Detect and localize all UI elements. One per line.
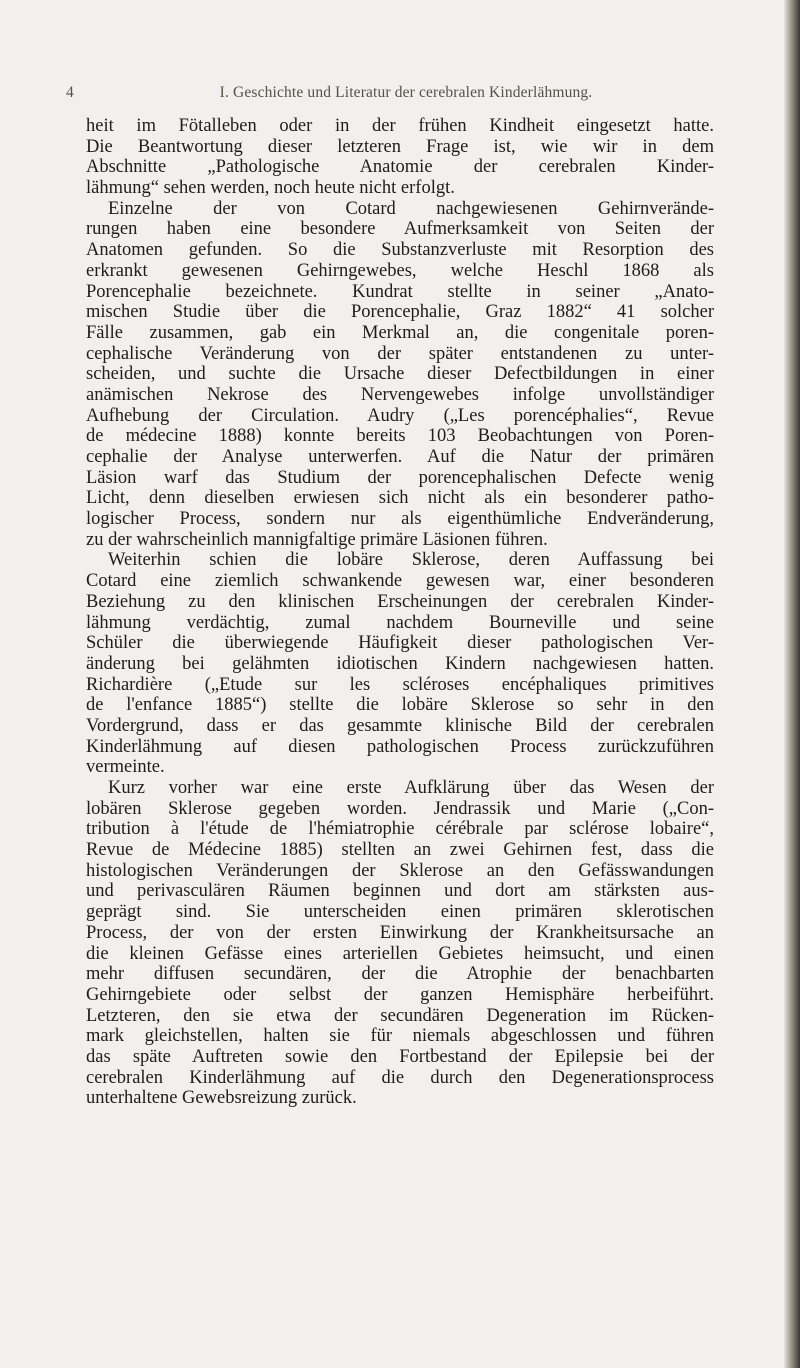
text-line: Vordergrund, dass er das gesammte klinische Bild der cerebralen bbox=[86, 715, 714, 736]
text-line: Abschnitte „Pathologische Anatomie der cerebralen Kinder- bbox=[86, 157, 714, 178]
text-line: heit im Fötalleben oder in der frühen Kindheit eingesetzt hatte. bbox=[86, 116, 714, 136]
text-line: die kleinen Gefässe eines arteriellen Gebietes heimsucht, und einen bbox=[86, 943, 714, 964]
text-line: histologischen Veränderungen der Sklerose an den Gefässwandungen bbox=[86, 860, 714, 881]
text-line: Fälle zusammen, gab ein Merkmal an, die congenitale poren- bbox=[86, 322, 714, 343]
page-number: 4 bbox=[66, 84, 74, 101]
text-line: lobären Sklerose gegeben worden. Jendrassik und Marie („Con- bbox=[86, 798, 714, 819]
text-line: Licht, denn dieselben erwiesen sich nicht als ein besonderer patho- bbox=[86, 488, 714, 509]
text-line: Porencephalie bezeichnete. Kundrat stellte in seiner „Anato- bbox=[86, 281, 714, 302]
running-title: I. Geschichte und Literatur der cerebralen Kinderlähmung. bbox=[219, 84, 593, 101]
text-line: Richardière („Etude sur les scléroses encéphaliques primitives bbox=[86, 674, 714, 695]
text-line: Gehirngebiete oder selbst der ganzen Hemisphäre herbeiführt. bbox=[86, 984, 714, 1005]
text-line: de l'enfance 1885“) stellte die lobäre Sklerose so sehr in den bbox=[86, 695, 714, 716]
text-line: das späte Auftreten sowie den Fortbestand der Epilepsie bei der bbox=[86, 1046, 714, 1067]
text-line: Schüler die überwiegende Häufigkeit dieser pathologischen Ver- bbox=[86, 633, 714, 654]
text-line: anämischen Nekrose des Nervengewebes infolge unvollständiger bbox=[86, 384, 714, 405]
text-line: vermeinte. bbox=[86, 757, 165, 778]
text-line: cephalische Veränderung von der später entstandenen zu unter- bbox=[86, 343, 714, 364]
text-line: logischer Process, sondern nur als eigenthümliche Endveränderung, bbox=[86, 509, 714, 530]
text-line: Process, der von der ersten Einwirkung der Krankheitsursache an bbox=[86, 922, 714, 943]
text-line: mischen Studie über die Porencephalie, Graz 1882“ 41 solcher bbox=[86, 302, 714, 323]
text-line: Anatomen gefunden. So die Substanzverluste mit Resorption des bbox=[86, 240, 714, 261]
text-line: Kinderlähmung auf diesen pathologischen Process zurückzuführen bbox=[86, 736, 714, 757]
text-line: Die Beantwortung dieser letzteren Frage ist, wie wir in dem bbox=[86, 136, 714, 157]
text-line: zu der wahrscheinlich mannigfaltige primäre Läsionen führen. bbox=[86, 529, 548, 550]
text-line: tribution à l'étude de l'hémiatrophie cérébrale par sclérose lobaire“, bbox=[86, 819, 714, 840]
text-line: mark gleichstellen, halten sie für niemals abgeschlossen und führen bbox=[86, 1026, 714, 1047]
text-line: unterhaltene Gewebsreizung zurück. bbox=[86, 1088, 357, 1109]
text-line: geprägt sind. Sie unterscheiden einen primären sklerotischen bbox=[86, 902, 714, 923]
text-line: Einzelne der von Cotard nachgewiesenen Gehirnverände- bbox=[108, 198, 714, 219]
text-line: Läsion warf das Studium der porencephalischen Defecte wenig bbox=[86, 467, 714, 488]
text-line: Cotard eine ziemlich schwankende gewesen war, einer besonderen bbox=[86, 571, 714, 592]
text-line: Weiterhin schien die lobäre Sklerose, deren Auffassung bei bbox=[108, 550, 714, 571]
text-line: und perivasculären Räumen beginnen und dort am stärksten aus- bbox=[86, 881, 714, 902]
text-line: lähmung verdächtig, zumal nachdem Bourneville und seine bbox=[86, 612, 714, 633]
page-edge-shadow bbox=[784, 0, 800, 1368]
text-line: Revue de Médecine 1885) stellten an zwei Gehirnen fest, dass die bbox=[86, 840, 714, 861]
page-header bbox=[66, 84, 746, 108]
text-line: cephalie der Analyse unterwerfen. Auf die Natur der primären bbox=[86, 447, 714, 467]
text-line: Letzteren, den sie etwa der secundären Degeneration im Rücken- bbox=[86, 1005, 714, 1026]
body-text bbox=[86, 116, 714, 1109]
text-line: änderung bei gelähmten idiotischen Kindern nachgewiesen hatten. bbox=[86, 653, 714, 674]
text-line: rungen haben eine besondere Aufmerksamkeit von Seiten der bbox=[86, 219, 714, 240]
text-line: Beziehung zu den klinischen Erscheinungen der cerebralen Kinder- bbox=[86, 591, 714, 612]
text-line: scheiden, und suchte die Ursache dieser Defectbildungen in einer bbox=[86, 364, 714, 385]
text-line: cerebralen Kinderlähmung auf die durch den Degenerationsprocess bbox=[86, 1067, 714, 1088]
text-line: lähmung“ sehen werden, noch heute nicht erfolgt. bbox=[86, 178, 455, 199]
text-line: erkrankt gewesenen Gehirngewebes, welche Heschl 1868 als bbox=[86, 260, 714, 281]
text-line: mehr diffusen secundären, der die Atrophie der benachbarten bbox=[86, 964, 714, 985]
text-line: de médecine 1888) konnte bereits 103 Beobachtungen von Poren- bbox=[86, 426, 714, 447]
text-line: Aufhebung der Circulation. Audry („Les porencéphalies“, Revue bbox=[86, 405, 714, 426]
text-line: Kurz vorher war eine erste Aufklärung über das Wesen der bbox=[108, 778, 714, 798]
